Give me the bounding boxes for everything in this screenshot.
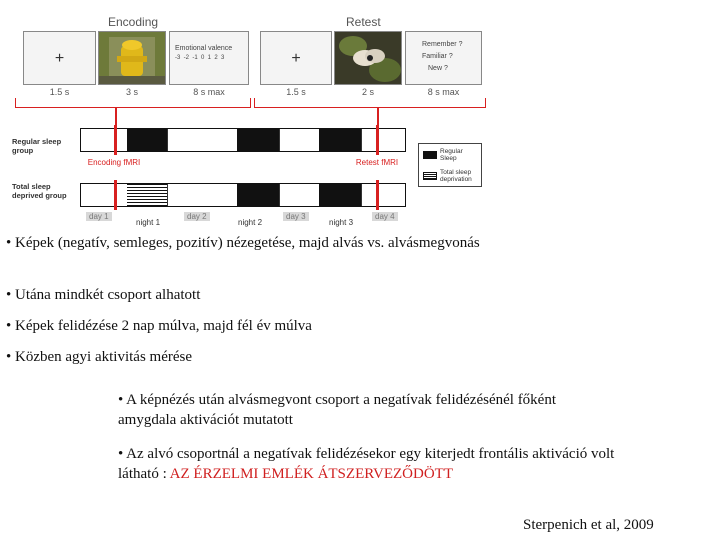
timing-enc-2: 3 s	[125, 87, 138, 97]
bullet-2: • Utána mindkét csoport alhatott	[6, 287, 201, 303]
bullet-4: • Közben agyi aktivitás mérése	[6, 349, 193, 365]
question-remember: Remember ?	[422, 41, 463, 48]
question-familiar: Familiar ?	[422, 53, 453, 60]
retest-marker-regular	[376, 125, 379, 155]
legend-deprived-swatch	[423, 172, 437, 180]
insect-image	[335, 32, 401, 84]
day-2: day 2	[184, 212, 210, 221]
fixation-cross: +	[291, 50, 301, 67]
encoding-fixation-screen	[23, 31, 96, 85]
legend-regular-swatch	[423, 151, 437, 159]
question-new: New ?	[428, 65, 448, 72]
encoding-title: Encoding	[108, 15, 159, 29]
legend	[418, 143, 482, 187]
retest-marker-deprived	[376, 180, 379, 210]
day-4: day 4	[372, 212, 398, 221]
citation: Sterpenich et al, 2009	[523, 517, 654, 533]
retest-title: Retest	[346, 15, 381, 29]
encoding-rating-screen	[169, 31, 249, 85]
retest-picture-screen	[334, 31, 402, 85]
night-1: night 1	[136, 218, 161, 227]
group-regular-label: Regular sleep group	[12, 137, 62, 155]
timeline-deprived	[80, 183, 406, 207]
sub-bullet-1: • A képnézés után alvásmegvont csoport a negatívak felidézésénél főként amygdala aktivációt mutatott	[118, 392, 557, 428]
timing-ret-1: 1.5 s	[286, 87, 306, 97]
encoding-fmri-label: Encoding fMRI	[87, 158, 141, 167]
bullet-1: • Képek (negatív, semleges, pozitív) nézegetése, majd alvás vs. alvásmegvonás	[6, 235, 480, 251]
sub-bullet-2-text: • Az alvó csoportnál a negatívak felidézésekor egy kiterjedt frontális aktiváció volt látható :	[118, 446, 615, 482]
sub-bullet-2-highlight: AZ ÉRZELMI EMLÉK ÁTSZERVEZŐDÖTT	[169, 466, 454, 482]
legend-deprived-label: Total sleep deprivation	[440, 169, 472, 183]
bullet-3: • Képek felidézése 2 nap múlva, majd fél év múlva	[6, 318, 312, 334]
timing-enc-3: 8 s max	[193, 87, 225, 97]
timeline-regular	[80, 128, 406, 152]
group-deprived-label: Total sleep deprived group	[12, 182, 67, 200]
sub-bullet-2	[118, 444, 638, 484]
night-2: night 2	[238, 218, 263, 227]
day-3: day 3	[283, 212, 309, 221]
emotional-valence-label: Emotional valence	[175, 45, 233, 52]
timing-enc-1: 1.5 s	[49, 87, 70, 97]
encoding-bracket	[15, 98, 251, 108]
valence-scale: -3 -2 -1 0 1 2 3	[175, 55, 225, 61]
retest-fixation-screen	[260, 31, 332, 85]
retest-fmri-label: Retest fMRI	[355, 158, 399, 167]
retest-question-screen	[405, 31, 482, 85]
timing-ret-3: 8 s max	[427, 87, 460, 97]
encoding-connector	[115, 108, 117, 125]
encoding-picture-screen	[98, 31, 166, 85]
day-1: day 1	[86, 212, 112, 221]
encoding-marker-regular	[114, 125, 117, 155]
fixation-cross: +	[54, 50, 65, 67]
experiment-diagram	[0, 0, 720, 232]
night-3: night 3	[329, 218, 354, 227]
timing-ret-2: 2 s	[361, 87, 374, 97]
encoding-marker-deprived	[114, 180, 117, 210]
hydrant-image	[99, 32, 165, 84]
legend-regular-label: Regular Sleep	[440, 148, 463, 162]
retest-bracket	[254, 98, 486, 108]
retest-connector	[377, 108, 379, 125]
